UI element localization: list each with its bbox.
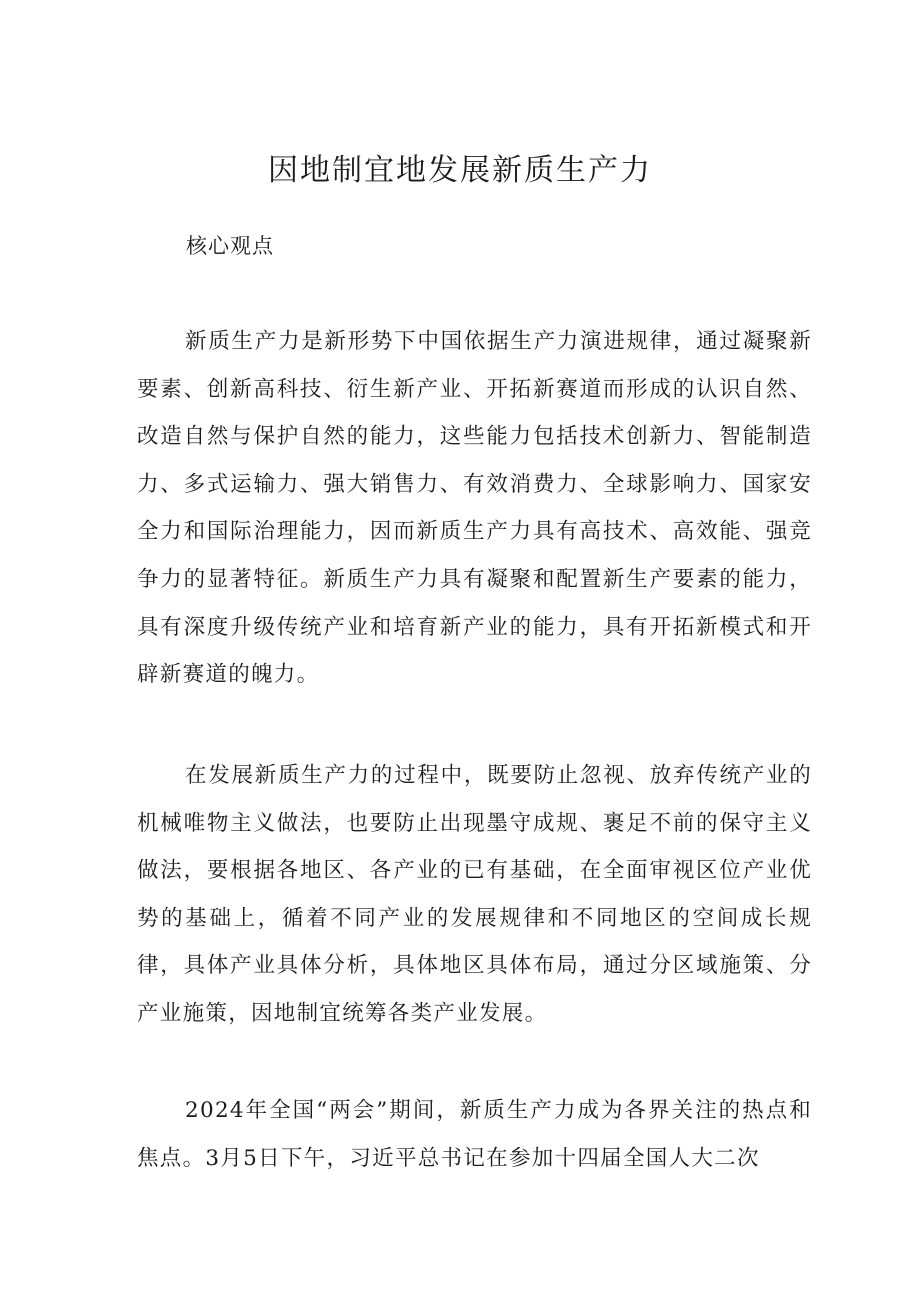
paragraph-3: 2024年全国“两会”期间，新质生产力成为各界关注的热点和焦点。3月5日下午，习近平总书记在参加十四届全国人大二次 (137, 1098, 812, 1171)
document-title: 因地制宜地发展新质生产力 (268, 153, 652, 188)
section-heading: 核心观点 (186, 234, 274, 258)
paragraph-2: 在发展新质生产力的过程中，既要防止忽视、放弃传统产业的机械唯物主义做法，也要防止出现墨守成规、裹足不前的保守主义做法，要根据各地区、各产业的已有基础，在全面审视区位产业优势的基础上，循着不同产业的发展规律和不同地区的空间成长规律，具体产业具体分析，具体地区具体布局，通过分区域施策、分产业施策，因地制宜统筹各类产业发展。 (137, 763, 812, 1026)
paragraph-1: 新质生产力是新形势下中国依据生产力演进规律，通过凝聚新要素、创新高科技、衍生新产业、开拓新赛道而形成的认识自然、改造自然与保护自然的能力，这些能力包括技术创新力、智能制造力、多式运输力、强大销售力、有效消费力、全球影响力、国家安全力和国际治理能力，因而新质生产力具有高技术、高效能、强竞争力的显著特征。新质生产力具有凝聚和配置新生产要素的能力，具有深度升级传统产业和培育新产业的能力，具有开拓新模式和开辟新赛道的魄力。 (137, 329, 812, 688)
